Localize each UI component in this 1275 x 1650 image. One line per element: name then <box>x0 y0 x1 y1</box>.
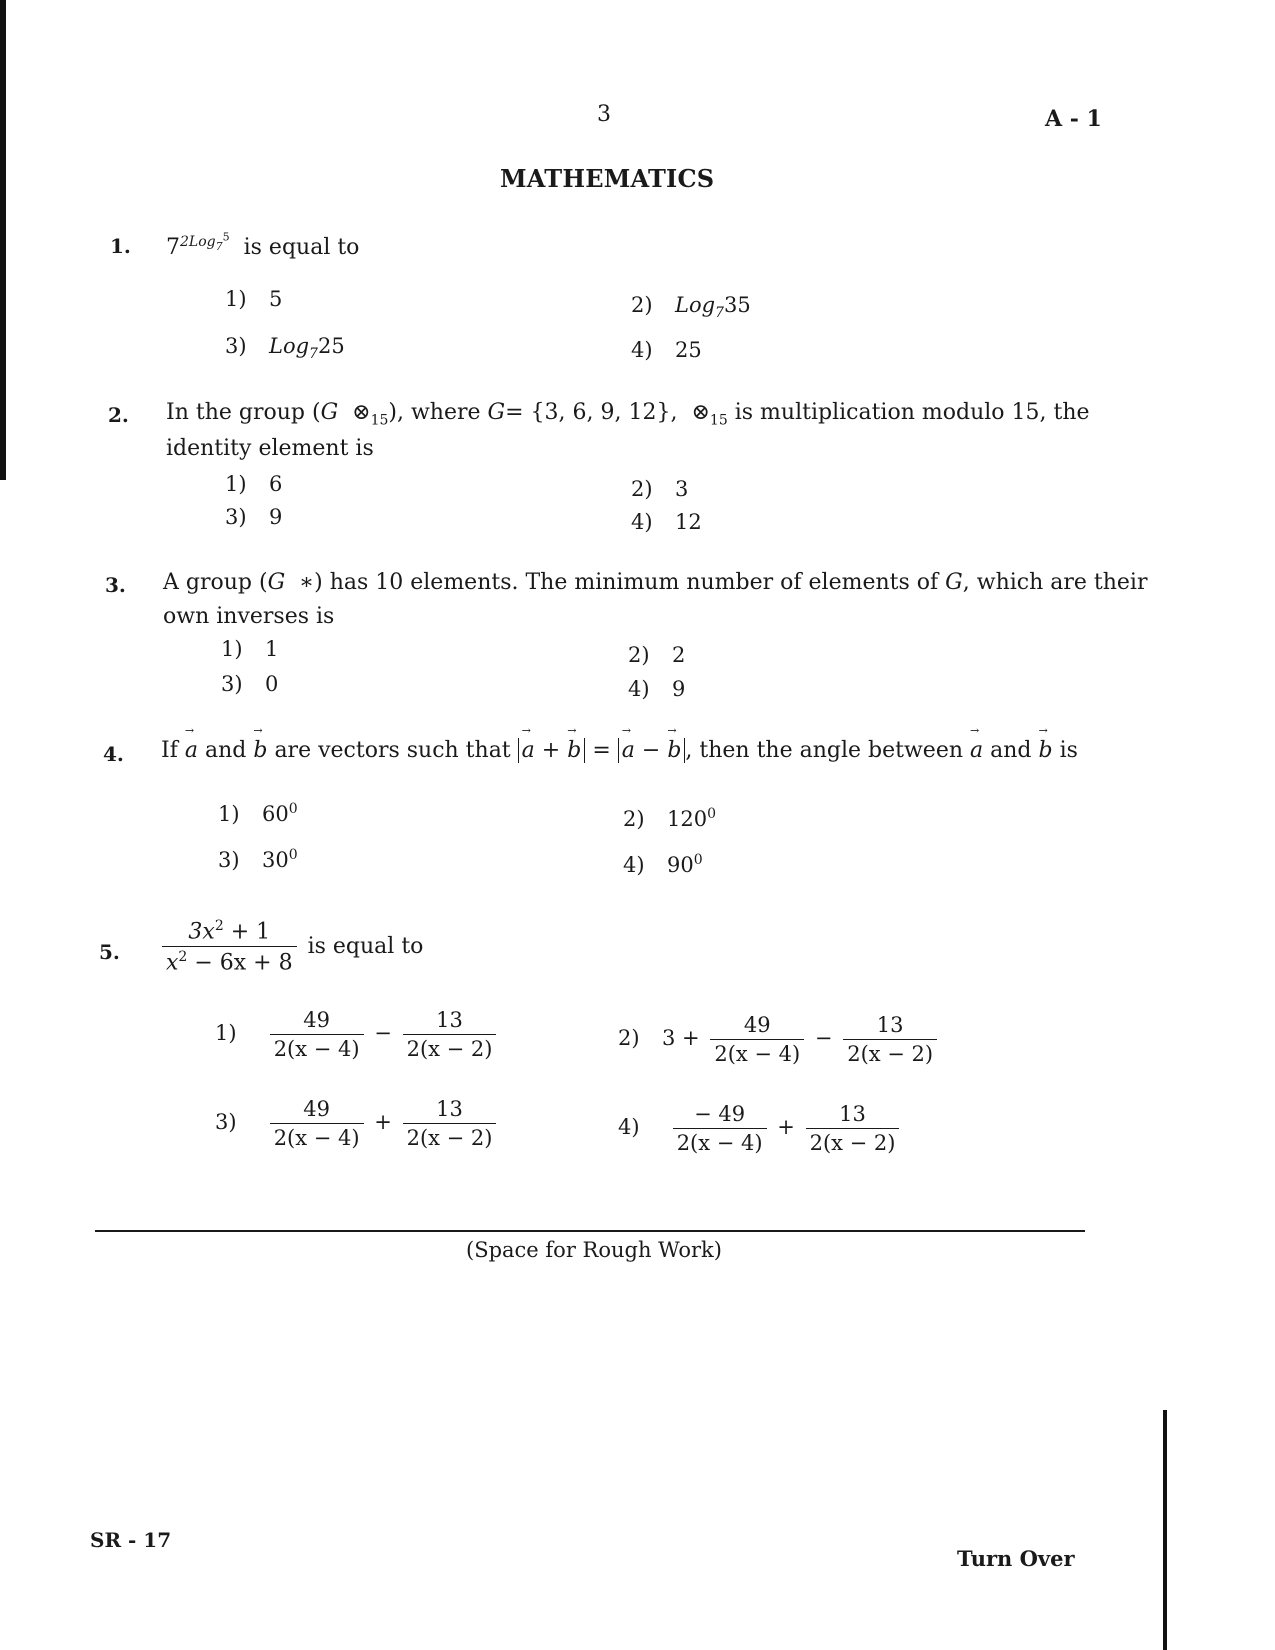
q4-is: is <box>1059 738 1078 763</box>
option-number: 2) <box>631 477 653 501</box>
q3-option-2[interactable] <box>628 643 685 667</box>
rough-work-divider <box>95 1230 1085 1232</box>
question-1-number: 1. <box>110 234 131 258</box>
q2-option-2[interactable] <box>631 477 688 501</box>
q4-vector-a2: → a <box>970 738 983 763</box>
q1-option-4[interactable] <box>631 338 702 362</box>
fraction-numerator: 13 <box>876 1013 904 1037</box>
q1-base: 7 <box>166 234 180 260</box>
scan-edge-left <box>0 0 6 480</box>
question-3-line-1 <box>163 570 1147 595</box>
option-log: Log <box>269 334 310 358</box>
q5-option-3[interactable] <box>215 1097 500 1150</box>
question-5-number: 5. <box>99 940 120 964</box>
option-operator: − <box>814 1026 833 1050</box>
q4-then: , then the angle between <box>685 738 964 763</box>
q2-op-sub: 15 <box>370 412 389 429</box>
option-fraction-1 <box>270 1008 364 1061</box>
q4-abs-sum <box>518 738 586 763</box>
q5-fraction <box>162 918 297 976</box>
q2-option-4[interactable] <box>631 510 702 534</box>
option-fraction-2 <box>403 1008 497 1061</box>
q5-option-4[interactable] <box>618 1102 903 1155</box>
q4-equals: = <box>592 738 611 763</box>
q3-option-4[interactable] <box>628 677 685 701</box>
option-value: 120 <box>667 807 708 831</box>
booklet-code: A - 1 <box>1045 106 1102 132</box>
option-number: 3) <box>215 1110 237 1134</box>
option-fraction-1 <box>710 1013 804 1066</box>
page-title: MATHEMATICS <box>500 164 715 193</box>
option-value: 60 <box>262 802 289 826</box>
option-value: 90 <box>667 853 694 877</box>
fraction-denominator: 2(x − 4) <box>270 1123 364 1150</box>
option-number: 1) <box>218 802 240 826</box>
q5-option-2[interactable] <box>618 1013 941 1066</box>
q1-option-3[interactable] <box>225 334 345 362</box>
q2-part1: In the group ( <box>166 400 321 425</box>
option-text: 9 <box>269 505 283 529</box>
q4-option-3[interactable] <box>218 847 298 872</box>
fraction-numerator: 13 <box>436 1097 463 1121</box>
option-number: 4) <box>623 853 645 877</box>
q2-op2: ⊗ <box>691 400 710 425</box>
fraction-numerator: 49 <box>303 1097 330 1121</box>
option-text: 5 <box>269 287 283 311</box>
page-number: 3 <box>597 102 611 127</box>
q3-part3: , which are their <box>962 570 1148 595</box>
q4-option-1[interactable] <box>218 801 298 826</box>
question-4-number: 4. <box>103 742 124 766</box>
fraction-numerator: 49 <box>303 1008 330 1032</box>
q2-part2: ), where <box>388 400 481 425</box>
option-text: 9 <box>672 677 686 701</box>
option-number: 4) <box>628 677 650 701</box>
q5-suffix: is equal to <box>307 933 424 959</box>
q2-set: = {3, 6, 9, 12}, <box>505 400 678 425</box>
option-number: 3) <box>218 848 240 872</box>
fraction-denominator: 2(x − 2) <box>806 1128 900 1155</box>
option-number: 2) <box>618 1026 640 1050</box>
option-degree: 0 <box>288 847 298 863</box>
option-number: 1) <box>225 472 247 496</box>
fraction-denominator: 2(x − 4) <box>673 1128 767 1155</box>
option-number: 1) <box>225 287 247 311</box>
option-degree: 0 <box>707 806 717 822</box>
question-1-text <box>166 230 359 260</box>
question-5-text <box>158 918 423 976</box>
q2-g2: G <box>487 400 506 425</box>
option-value: 30 <box>262 848 289 872</box>
option-fraction-2 <box>806 1102 900 1155</box>
fraction-denominator: 2(x − 2) <box>843 1039 937 1066</box>
q1-exp-sup: 5 <box>222 230 230 243</box>
question-3-line-2: own inverses is <box>163 604 335 629</box>
q5-num-a: 3x <box>188 919 215 945</box>
q3-option-1[interactable] <box>221 637 278 661</box>
q1-exp: 2Log <box>180 233 216 250</box>
q1-option-1[interactable] <box>225 287 282 311</box>
option-fraction-1 <box>270 1097 364 1150</box>
option-text: 12 <box>675 510 702 534</box>
option-number: 3) <box>221 672 243 696</box>
option-log-arg: 25 <box>317 334 345 358</box>
option-operator: + <box>777 1115 795 1139</box>
option-text: 1 <box>265 637 279 661</box>
scan-edge-right <box>1163 1410 1167 1650</box>
q4-abs-a2: → a <box>622 738 635 763</box>
q4-minus: − <box>641 738 661 763</box>
q1-exp-sub: 7 <box>215 239 223 253</box>
q5-denominator <box>162 946 297 975</box>
question-4-text <box>161 738 1078 763</box>
question-2-number: 2. <box>108 403 129 427</box>
q3-star: ∗) <box>299 570 323 595</box>
option-operator: + <box>374 1110 392 1134</box>
q3-option-3[interactable] <box>221 672 278 696</box>
option-log: Log <box>675 293 716 317</box>
option-text: 0 <box>265 672 279 696</box>
q4-option-2[interactable] <box>623 806 716 831</box>
option-text: 25 <box>675 338 702 362</box>
q3-g: G <box>267 570 286 595</box>
option-text: 3 <box>675 477 689 501</box>
q2-option-1[interactable] <box>225 472 282 496</box>
q4-abs-b: → b <box>567 738 581 763</box>
q1-suffix: is equal to <box>243 234 360 260</box>
option-number: 1) <box>215 1021 237 1045</box>
option-number: 2) <box>631 293 653 317</box>
q4-vector-a: → a <box>185 738 198 763</box>
option-text: 6 <box>269 472 283 496</box>
option-degree: 0 <box>288 801 298 817</box>
fraction-denominator: 2(x − 4) <box>710 1039 804 1066</box>
option-number: 4) <box>631 510 653 534</box>
q4-vector-b2: → b <box>1039 738 1053 763</box>
q4-plus: + <box>541 738 561 763</box>
q3-g2: G <box>945 570 963 595</box>
series-code: SR - 17 <box>90 1528 172 1552</box>
q5-den-a: x <box>166 950 179 976</box>
option-degree: 0 <box>693 852 703 868</box>
option-number: 4) <box>631 338 653 362</box>
option-number: 2) <box>623 807 645 831</box>
fraction-numerator: 49 <box>743 1013 771 1037</box>
option-text: 2 <box>672 643 686 667</box>
q5-option-1[interactable] <box>215 1008 500 1061</box>
turn-over-label: Turn Over <box>957 1546 1075 1571</box>
q5-den-sup: 2 <box>178 949 188 966</box>
q1-option-2[interactable] <box>631 293 751 321</box>
q4-vector-b: → b <box>253 738 267 763</box>
q4-if: If <box>161 738 178 763</box>
q4-abs-b2: → b <box>667 738 681 763</box>
q3-part1: A group ( <box>163 570 268 595</box>
q5-num-sup: 2 <box>214 918 224 934</box>
option-log-arg: 35 <box>723 293 751 317</box>
option-number: 1) <box>221 637 243 661</box>
q4-and: and <box>204 738 247 763</box>
option-prefix: 3 + <box>662 1026 700 1050</box>
option-log-base: 7 <box>715 305 724 322</box>
fraction-denominator: 2(x − 4) <box>270 1034 364 1061</box>
option-number: 3) <box>225 334 247 358</box>
q2-g: G <box>320 400 339 425</box>
rough-work-label: (Space for Rough Work) <box>466 1238 722 1262</box>
q5-num-b: + 1 <box>223 919 271 945</box>
q4-and2: and <box>990 738 1032 763</box>
question-2-line-1 <box>166 400 1090 428</box>
fraction-denominator: 2(x − 2) <box>403 1034 497 1061</box>
fraction-numerator: 13 <box>839 1102 866 1126</box>
q4-abs-a: → a <box>522 738 535 763</box>
q2-op: ⊗ <box>352 400 371 425</box>
option-number: 4) <box>618 1115 640 1139</box>
question-3-number: 3. <box>105 573 126 597</box>
option-operator: − <box>374 1021 392 1045</box>
option-fraction-1 <box>673 1102 767 1155</box>
fraction-denominator: 2(x − 2) <box>403 1123 497 1150</box>
fraction-numerator: 13 <box>436 1008 463 1032</box>
q4-abs-diff <box>618 738 686 763</box>
q2-part3: is multiplication modulo 15, the <box>734 400 1090 425</box>
fraction-numerator: − 49 <box>694 1102 746 1126</box>
option-fraction-2 <box>843 1013 937 1066</box>
option-log-base: 7 <box>309 346 318 363</box>
option-fraction-2 <box>403 1097 497 1150</box>
q4-mid: are vectors such that <box>274 738 511 763</box>
q2-op2-sub: 15 <box>709 412 728 429</box>
q5-den-b: − 6x + 8 <box>187 950 293 976</box>
option-number: 2) <box>628 643 650 667</box>
option-number: 3) <box>225 505 247 529</box>
question-2-line-2: identity element is <box>166 436 374 461</box>
q5-numerator <box>184 918 274 946</box>
q4-option-4[interactable] <box>623 852 703 877</box>
q2-option-3[interactable] <box>225 505 282 529</box>
q3-part2: has 10 elements. The minimum number of elements of <box>329 570 939 595</box>
